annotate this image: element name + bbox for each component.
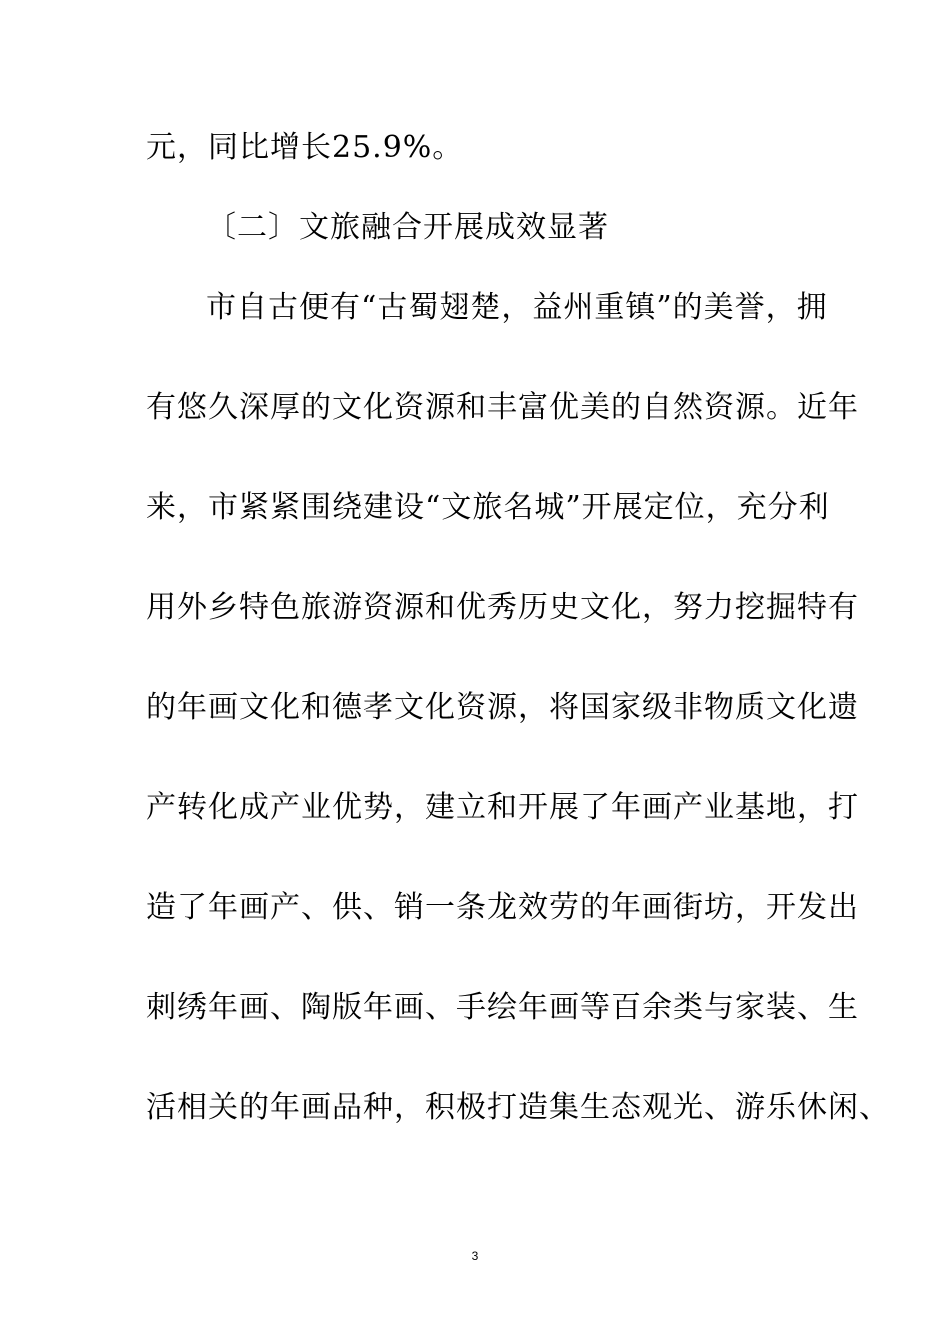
text-line-4: 有悠久深厚的文化资源和丰富优美的自然资源。近年 — [146, 390, 859, 425]
text-line-10: 刺绣年画、陶版年画、手绘年画等百余类与家装、生 — [146, 990, 859, 1025]
page-number: 3 — [471, 1249, 479, 1263]
text-line-8: 产转化成产业优势，建立和开展了年画产业基地，打 — [146, 790, 859, 825]
text-line-6: 用外乡特色旅游资源和优秀历史文化，努力挖掘特有 — [146, 590, 859, 625]
text-line-9: 造了年画产、供、销一条龙效劳的年画街坊，开发出 — [146, 890, 859, 925]
text-line-3: 市自古便有“古蜀翅楚，益州重镇”的美誉，拥 — [206, 290, 828, 325]
text-line-7: 的年画文化和德孝文化资源，将国家级非物质文化遗 — [146, 690, 859, 725]
text-line-5: 来，市紧紧围绕建设“文旅名城”开展定位，充分利 — [146, 490, 830, 525]
section-heading: 〔二〕文旅融合开展成效显著 — [206, 210, 609, 245]
text-line-1: 元，同比增长25.9%。 — [146, 130, 464, 165]
text-line-11: 活相关的年画品种，积极打造集生态观光、游乐休闲、 — [146, 1090, 890, 1125]
